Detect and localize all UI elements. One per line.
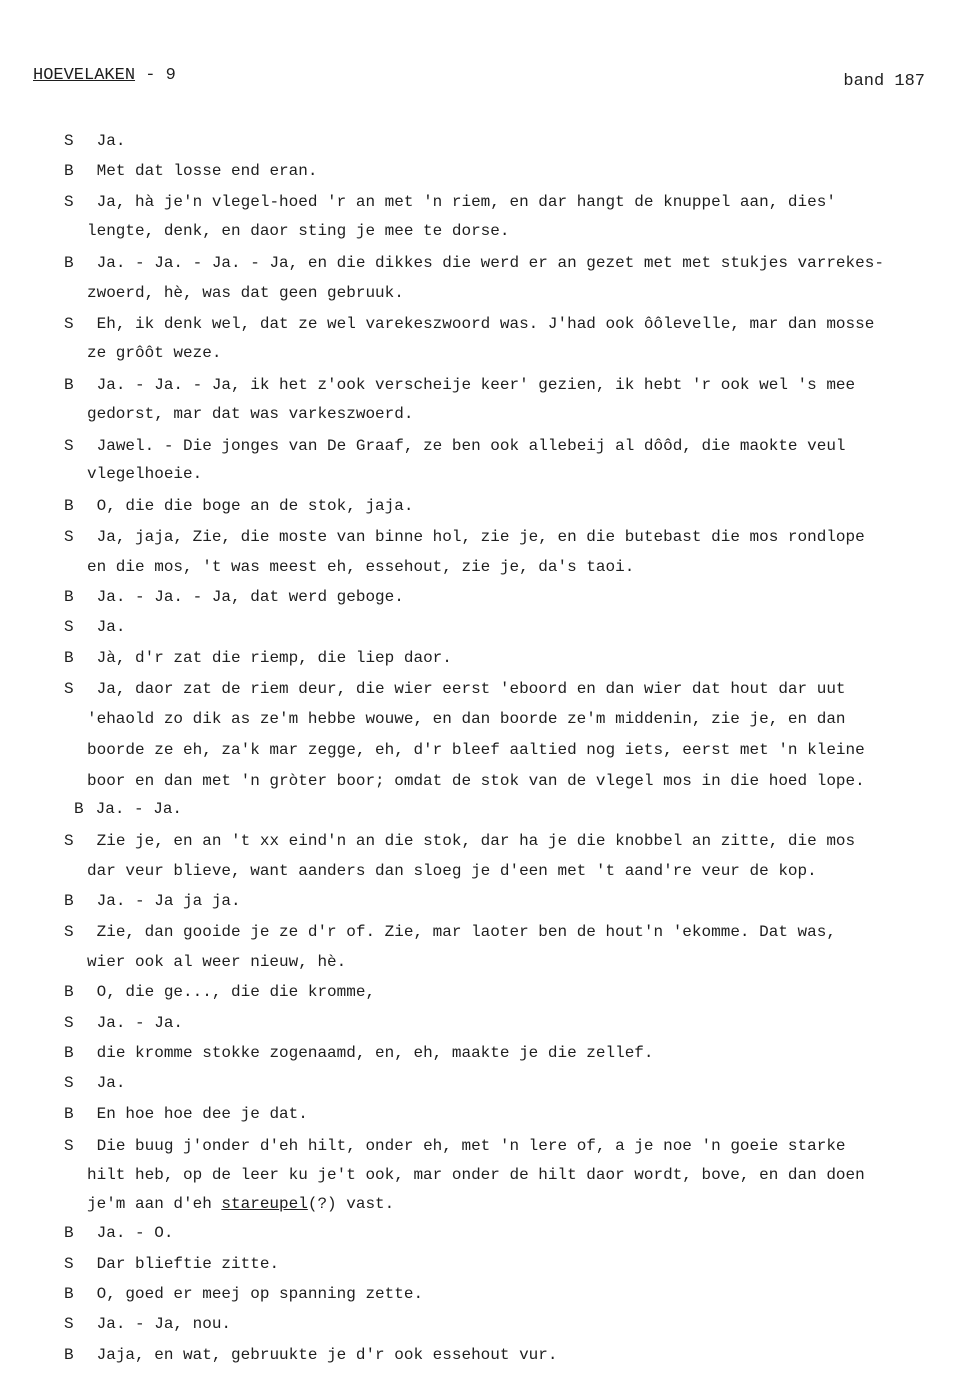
utterance-text: Ja, jaja, Zie, die moste van binne hol, zie je, en die butebast die mos rondlope (96, 528, 865, 546)
transcript-line (64, 192, 836, 212)
transcript-line (64, 314, 874, 334)
speaker-label: S (64, 1255, 74, 1273)
utterance-text: Ja. (96, 1074, 126, 1092)
utterance-text: Eh, ik denk wel, dat ze wel varekeszwoord was. J'had ook ôôlevelle, mar dan mosse (96, 315, 875, 333)
utterance-text: Ja. - Ja. - Ja, ik het z'ook verscheije keer' gezien, ik hebt 'r ook wel 's mee (96, 376, 856, 394)
transcript-line (64, 648, 452, 668)
utterance-text: ze grôôt weze. (87, 344, 222, 362)
speaker-label: S (64, 923, 74, 941)
utterance-text: Jà, d'r zat die riemp, die liep daor. (96, 649, 452, 667)
transcript-line (64, 253, 884, 273)
speaker-label: B (64, 588, 74, 606)
transcript-line (64, 982, 375, 1002)
utterance-text: Ja. - Ja. (96, 1014, 184, 1032)
transcript-line (64, 131, 125, 151)
utterance-text: lengte, denk, en daor sting je mee te dorse. (87, 222, 510, 240)
utterance-text: die kromme stokke zogenaamd, en, eh, maakte je die zellef. (96, 1044, 654, 1062)
utterance-text: en die mos, 't was meest eh, essehout, zie je, da's taoi. (87, 558, 635, 576)
transcript-line (64, 587, 404, 607)
utterance-text: 'ehaold zo dik as ze'm hebbe wouwe, en dan boorde ze'm middenin, zie je, en dan (87, 710, 846, 728)
utterance-text: Jawel. - Die jonges van De Graaf, ze ben ook allebeij al dôôd, die maokte veul (96, 437, 846, 455)
utterance-text: Zie, dan gooide je ze d'r of. Zie, mar laoter ben de hout'n 'ekomme. Dat was, (96, 923, 836, 941)
transcript-line-continuation (87, 404, 413, 424)
transcript-line (64, 1104, 308, 1124)
transcript-line (64, 831, 855, 851)
speaker-label: S (64, 1074, 74, 1092)
transcript-line-continuation (87, 343, 221, 363)
transcript-line (64, 1345, 557, 1365)
utterance-text: En hoe hoe dee je dat. (96, 1105, 308, 1123)
transcript-line (64, 161, 317, 181)
utterance-text: Ja. - Ja. - Ja, dat werd geboge. (96, 588, 404, 606)
speaker-label: B (74, 800, 84, 818)
transcript-line-continuation (87, 464, 202, 484)
utterance-text: O, goed er meej op spanning zette. (96, 1285, 424, 1303)
transcript-line-continuation (87, 283, 404, 303)
speaker-label: S (64, 132, 74, 150)
place-name: HOEVELAKEN (33, 66, 136, 85)
utterance-text: gedorst, mar dat was varkeszwoerd. (87, 405, 414, 423)
utterance-text: O, die die boge an de stok, jaja. (96, 497, 414, 515)
utterance-text: Dar blieftie zitte. (96, 1255, 280, 1273)
speaker-label: S (64, 437, 74, 455)
speaker-label: B (64, 1346, 74, 1364)
transcript-line (64, 1136, 846, 1156)
transcript-line-continuation (87, 709, 846, 729)
utterance-text: wier ook al weer nieuw, hè. (87, 953, 347, 971)
utterance-text: Jaja, en wat, gebruukte je d'r ook essehout vur. (96, 1346, 558, 1364)
utterance-text: Ja. - Ja ja ja. (96, 892, 241, 910)
speaker-label: B (64, 1044, 74, 1062)
speaker-label: B (64, 497, 74, 515)
transcript-line (64, 1314, 231, 1334)
transcript-line (64, 1254, 279, 1274)
utterance-text: Ja. - Ja, nou. (96, 1315, 232, 1333)
transcript-line-continuation (87, 221, 509, 241)
utterance-text: zwoerd, hè, was dat geen gebruuk. (87, 284, 404, 302)
underlined-term: stareupel (221, 1195, 308, 1213)
utterance-text: hilt heb, op de leer ku je't ook, mar onder de hilt daor wordt, bove, en dan doen (87, 1166, 865, 1184)
utterance-text: dar veur blieve, want aanders dan sloeg je d'een met 't aand're veur de kop. (87, 862, 817, 880)
speaker-label: B (64, 649, 74, 667)
speaker-label: B (64, 1105, 74, 1123)
utterance-text: Ja. - Ja. - Ja. - Ja, en die dikkes die werd er an gezet met met stukjes varrekes- (96, 254, 884, 272)
utterance-text: Met dat losse end eran. (96, 162, 318, 180)
speaker-label: S (64, 832, 74, 850)
utterance-text: boor en dan met 'n gròter boor; omdat de stok van de vlegel mos in die hoed lope. (87, 772, 865, 790)
speaker-label: S (64, 1315, 74, 1333)
transcript-line (64, 1223, 173, 1243)
speaker-label: B (64, 376, 74, 394)
transcript-line-continuation (87, 557, 634, 577)
utterance-text: O, die ge..., die die kromme, (96, 983, 376, 1001)
utterance-text: Ja. (96, 132, 126, 150)
speaker-label: S (64, 528, 74, 546)
speaker-label: B (64, 1224, 74, 1242)
transcript-line (64, 375, 855, 395)
transcript-line-continuation (87, 1165, 865, 1185)
transcript-line (64, 436, 846, 456)
utterance-text: Die buug j'onder d'eh hilt, onder eh, met 'n lere of, a je noe 'n goeie starke (96, 1137, 846, 1155)
transcript-line (64, 617, 125, 637)
speaker-label: B (64, 983, 74, 1001)
transcript-line (64, 922, 836, 942)
transcript-line (64, 496, 413, 516)
utterance-text: Ja, daor zat de riem deur, die wier eerst 'eboord en dan wier dat hout dar uut (96, 680, 846, 698)
transcript-line (74, 799, 182, 819)
speaker-label: S (64, 1137, 74, 1155)
transcript-line-continuation (87, 771, 865, 791)
speaker-label: S (64, 315, 74, 333)
utterance-text: boorde ze eh, za'k mar zegge, eh, d'r bleef aaltied nog iets, eerst met 'n kleine (87, 741, 865, 759)
transcript-line-continuation (87, 861, 817, 881)
speaker-label: B (64, 162, 74, 180)
utterance-text: Ja, hà je'n vlegel-hoed 'r an met 'n riem, en dar hangt de knuppel aan, dies' (96, 193, 836, 211)
speaker-label: S (64, 680, 74, 698)
speaker-label: S (64, 618, 74, 636)
utterance-text: (?) vast. (307, 1195, 395, 1213)
utterance-text: vlegelhoeie. (87, 465, 203, 483)
speaker-label: S (64, 193, 74, 211)
transcript-line-continuation (87, 740, 865, 760)
transcript-line-continuation (87, 952, 346, 972)
band-number: band 187 (843, 72, 925, 91)
transcript-line-continuation (87, 1194, 394, 1214)
utterance-text: Zie je, en an 't xx eind'n an die stok, dar ha je die knobbel an zitte, die mos (96, 832, 856, 850)
utterance-text: Ja. - Ja. (95, 800, 183, 818)
speaker-label: B (64, 254, 74, 272)
page-number: - 9 (135, 66, 176, 85)
transcript-line (64, 679, 846, 699)
utterance-text: Ja. (96, 618, 126, 636)
utterance-text: Ja. - O. (96, 1224, 174, 1242)
speaker-label: S (64, 1014, 74, 1032)
transcript-line (64, 1043, 654, 1063)
transcript-line (64, 1284, 423, 1304)
transcript-line (64, 1013, 183, 1033)
speaker-label: B (64, 892, 74, 910)
transcript-line (64, 891, 241, 911)
utterance-text: je'm aan d'eh (87, 1195, 222, 1213)
transcript-line (64, 527, 865, 547)
transcript-line (64, 1073, 125, 1093)
speaker-label: B (64, 1285, 74, 1303)
